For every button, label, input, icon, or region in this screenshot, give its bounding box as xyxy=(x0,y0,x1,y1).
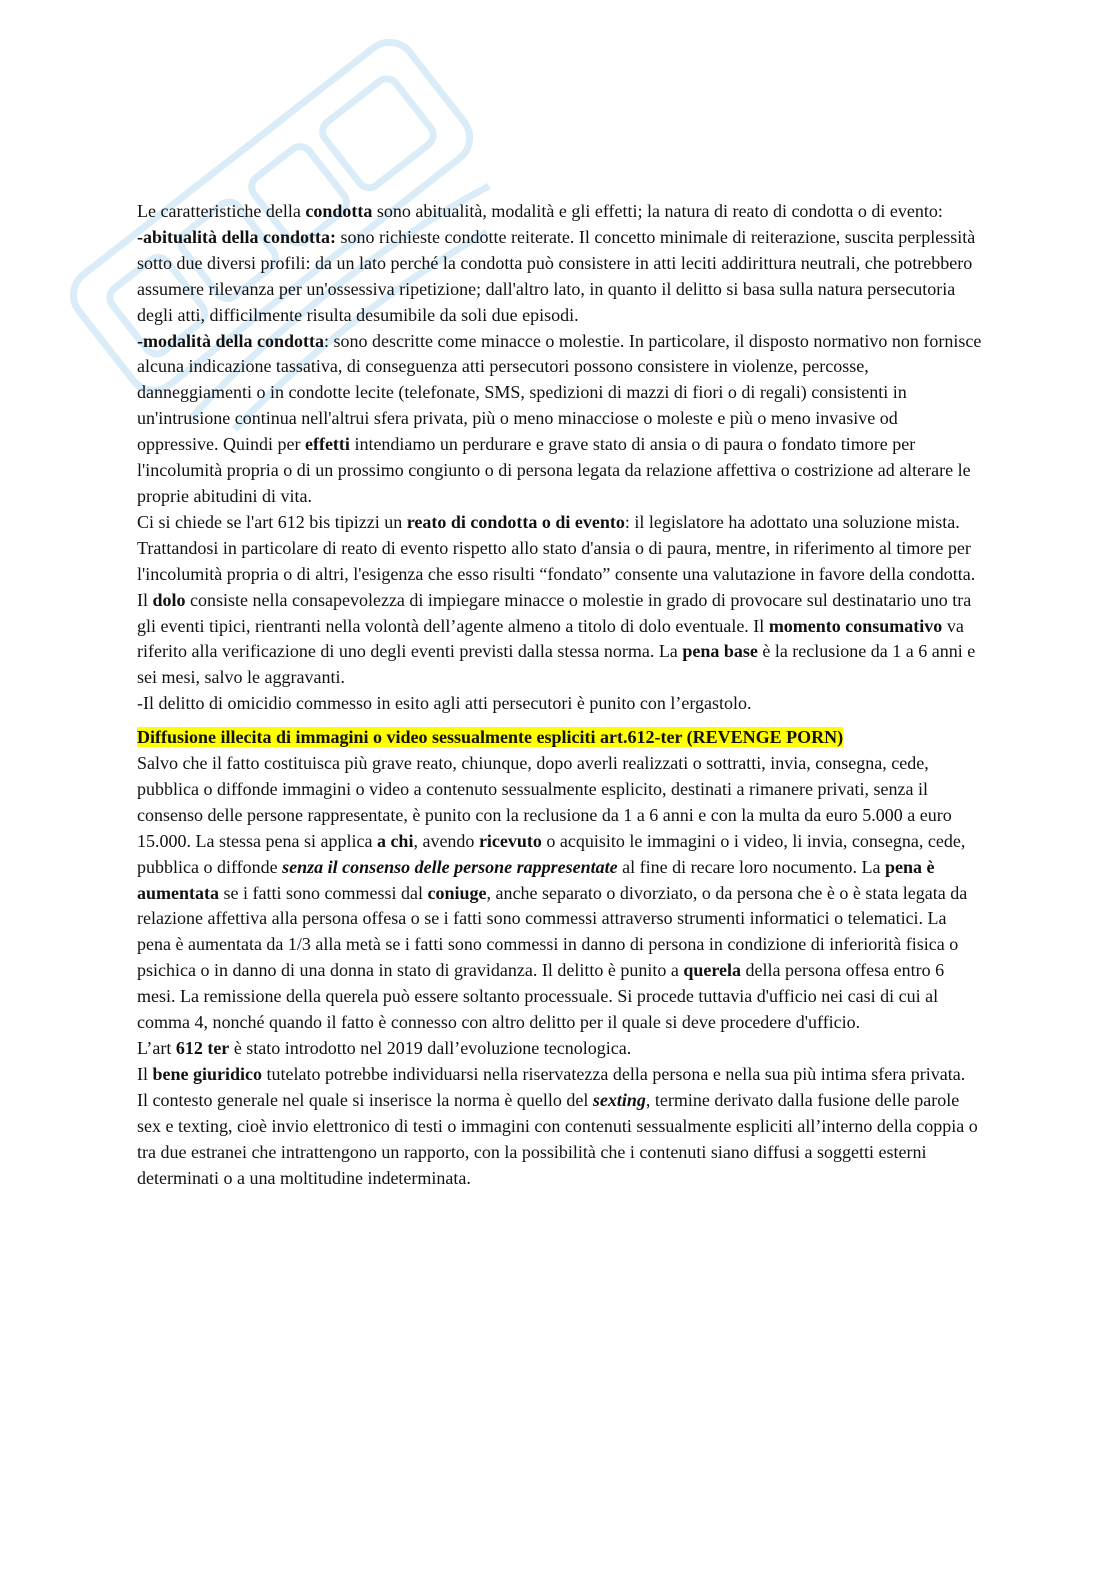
paragraphs-section-2 xyxy=(137,751,982,1191)
text-run: o acquisito le immagini o i video, li invia, consegna, cede, pubblica o diffonde xyxy=(137,830,966,877)
text-run: -Il delitto di omicidio commesso in esito agli atti persecutori è punito con l’ergastolo. xyxy=(137,693,752,714)
bold-run: momento consumativo xyxy=(768,615,943,636)
bold-run: effetti xyxy=(304,434,350,455)
bold-run: dolo xyxy=(152,589,186,610)
text-run: : sono descritte come minacce o molestie. In particolare, il disposto normativo non fornisce alcuna indicazione tassativa, di conseguenza atti persecutori possono consistere in violenze, percosse, danneggiamenti o in condotte lecite (telefonate, SMS, spedizioni di mazzi di fiori o di regali) consistenti in un'intrusione continua nell'altrui sfera privata, più o meno minacciose o moleste e più o meno invasive od oppressive. Quindi per xyxy=(137,330,982,455)
text-run: al fine di recare loro nocumento. La xyxy=(617,856,886,877)
section-heading-text: Diffusione illecita di immagini o video sessualmente espliciti art.612-ter (REVENGE PORN) xyxy=(137,727,844,748)
bold-run: coniuge xyxy=(427,882,487,903)
bold-run: ricevuto xyxy=(478,830,542,851)
text-run: della persona offesa entro 6 mesi. La remissione della querela può essere soltanto processuale. Si procede tuttavia d'ufficio nei casi di cui al comma 4, nonché quando il fatto è connesso con altro delitto per il quale si deve procedere d'ufficio. xyxy=(137,960,945,1033)
text-run: se i fatti sono commessi dal xyxy=(219,882,428,903)
text-run: sono abitualità, modalità e gli effetti; la natura di reato di condotta o di evento: xyxy=(372,201,943,221)
paragraph xyxy=(137,588,982,692)
paragraph xyxy=(137,329,982,510)
paragraphs-section-1 xyxy=(137,199,982,717)
emphasis-text: senza il consenso delle persone rappresentate xyxy=(282,856,618,877)
text-run: Salvo che il fatto costituisca più grave reato, chiunque, dopo averli realizzati o sottratti, invia, consegna, cede, pubblica o diffonde immagini o video a contenuto sessualmente esplicito, destinati a rimanere privati, senza il consenso delle persone rappresentate, è punito con la reclusione da 1 a 6 anni e con la multa da euro 5.000 a euro 15.000. La stessa pena si applica xyxy=(137,753,952,851)
bold-italic-run xyxy=(593,1090,646,1110)
paragraph xyxy=(137,1088,982,1192)
bold-run: bene giuridico xyxy=(152,1063,263,1084)
bold-run: pena base xyxy=(682,641,758,662)
bold-run: -abitualità della condotta: xyxy=(137,226,337,247)
section-heading xyxy=(137,725,982,751)
paragraph xyxy=(137,751,982,1036)
document-body xyxy=(137,199,982,1191)
text-run: Il xyxy=(137,589,153,610)
text-run: è stato introdotto nel 2019 dall’evoluzione tecnologica. xyxy=(229,1038,632,1058)
bold-italic-run xyxy=(282,857,618,877)
bold-run: a chi xyxy=(376,830,414,851)
text-run: va riferito alla verificazione di uno degli eventi previsti dalla stessa norma. La xyxy=(137,615,964,662)
text-run: tutelato potrebbe individuarsi nella riservatezza della persona e nella sua più intima sfera privata. xyxy=(262,1063,966,1084)
text-run: , avendo xyxy=(413,830,479,851)
text-run: Ci si chiede se l'art 612 bis tipizzi un xyxy=(137,511,407,532)
paragraph xyxy=(137,225,982,329)
text-run: Il xyxy=(137,1063,153,1084)
text-run: : il legislatore ha adottato una soluzione mista. Trattandosi in particolare di reato di evento rispetto allo stato d'ansia o di paura, mentre, in riferimento al timore per l'incolumità propria o di altri, l'esigenza che esso risulti “fondato” consente una valutazione in favore della condotta. xyxy=(137,511,976,584)
text-run: , termine derivato dalla fusione delle parole sex e texting, cioè invio elettronico di testi o immagini con contenuti sessualmente espliciti all’interno della coppia o tra due estranei che intrattengono un rapporto, con la possibilità che i contenuti siano diffusi a soggetti esterni determinati o a una moltitudine indeterminata. xyxy=(137,1089,978,1188)
text-run: consiste nella consapevolezza di impiegare minacce o molestie in grado di provocare sul destinatario uno tra gli eventi tipici, rientranti nella volontà dell’agente almeno a titolo di dolo eventuale. Il xyxy=(137,589,972,636)
paragraph xyxy=(137,510,982,588)
text-run: sono richieste condotte reiterate. Il concetto minimale di reiterazione, suscita perplessità sotto due diversi profili: da un lato perché la condotta può consistere in atti leciti addirittura neutrali, che potrebbero assumere rilevanza per un'ossessiva ripetizione; dall'altro lato, in quanto il delitto si basa sulla natura persecutoria degli atti, difficilmente risulta desumibile da soli due episodi. xyxy=(137,226,976,325)
text-run: , anche separato o divorziato, o da persona che è o è stata legata da relazione affettiva alla persona offesa o se i fatti sono commessi attraverso strumenti informatici o telematici. La pena è aumentata da 1/3 alla metà se i fatti sono commessi in danno di persona in condizione di inferiorità fisica o psichica o in danno di una donna in stato di gravidanza. Il delitto è punito a xyxy=(137,882,968,981)
text-run: L’art xyxy=(137,1038,176,1058)
bold-run: condotta xyxy=(305,201,373,221)
paragraph xyxy=(137,691,982,717)
paragraph xyxy=(137,1036,982,1062)
text-run: intendiamo un perdurare e grave stato di ansia o di paura o fondato timore per l'incolumità propria o di un prossimo congiunto o di persona legata da relazione affettiva o costrizione ad alterare le proprie abitudini di vita. xyxy=(137,434,971,506)
bold-run: querela xyxy=(683,960,742,981)
paragraph xyxy=(137,199,982,225)
paragraph xyxy=(137,1062,982,1088)
bold-run: -modalità della condotta xyxy=(137,330,324,351)
text-run: Le caratteristiche della xyxy=(137,201,306,221)
text-run: è la reclusione da 1 a 6 anni e sei mesi, salvo le aggravanti. xyxy=(137,641,976,688)
emphasis-text: sexting xyxy=(592,1089,646,1110)
bold-run: reato di condotta o di evento xyxy=(406,511,625,532)
bold-run: pena è aumentata xyxy=(137,856,935,903)
bold-run: 612 ter xyxy=(175,1038,230,1058)
text-run: Il contesto generale nel quale si inserisce la norma è quello del xyxy=(137,1089,593,1110)
